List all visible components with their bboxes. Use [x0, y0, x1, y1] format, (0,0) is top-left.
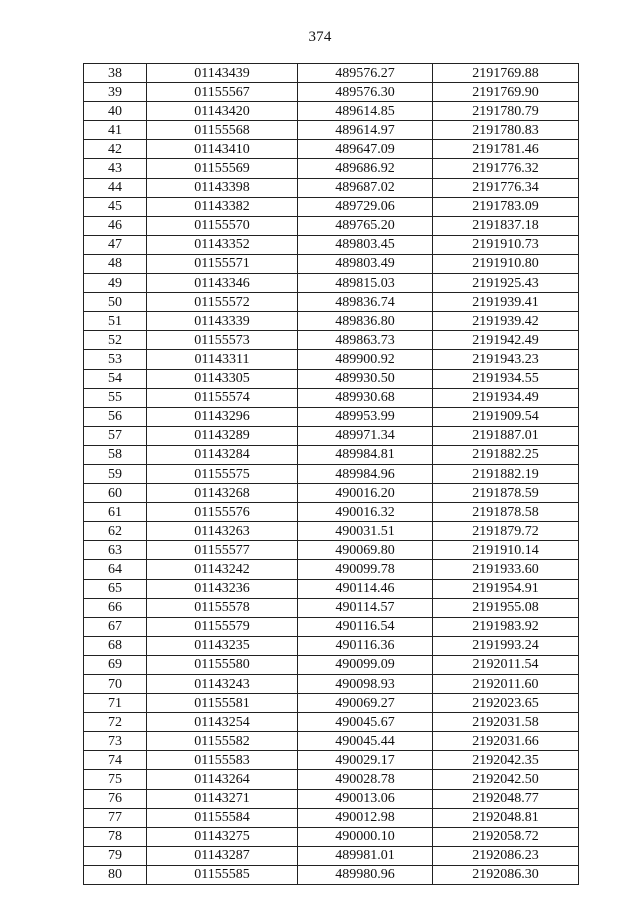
- table-row: [84, 407, 579, 426]
- table-row: [84, 331, 579, 350]
- x-coordinate-cell: 490069.80: [298, 541, 433, 560]
- table-row: [84, 254, 579, 273]
- point-id-cell: 01143264: [147, 770, 298, 789]
- table-row: [84, 197, 579, 216]
- point-id-cell: 01155577: [147, 541, 298, 560]
- point-id-cell: 01155568: [147, 121, 298, 140]
- point-number-cell: 56: [84, 407, 147, 426]
- point-number-cell: 46: [84, 216, 147, 235]
- table-row: [84, 808, 579, 827]
- x-coordinate-cell: 489900.92: [298, 350, 433, 369]
- y-coordinate-cell: 2191934.49: [433, 388, 579, 407]
- y-coordinate-cell: 2191955.08: [433, 598, 579, 617]
- y-coordinate-cell: 2191943.23: [433, 350, 579, 369]
- table-row: [84, 350, 579, 369]
- point-number-cell: 63: [84, 541, 147, 560]
- y-coordinate-cell: 2192031.66: [433, 732, 579, 751]
- point-number-cell: 40: [84, 102, 147, 121]
- y-coordinate-cell: 2192023.65: [433, 694, 579, 713]
- x-coordinate-cell: 490099.09: [298, 655, 433, 674]
- x-coordinate-cell: 489686.92: [298, 159, 433, 178]
- point-number-cell: 73: [84, 732, 147, 751]
- y-coordinate-cell: 2192042.50: [433, 770, 579, 789]
- y-coordinate-cell: 2191910.80: [433, 254, 579, 273]
- table-row: [84, 789, 579, 808]
- point-id-cell: 01143439: [147, 64, 298, 83]
- y-coordinate-cell: 2192058.72: [433, 827, 579, 846]
- x-coordinate-cell: 490045.44: [298, 732, 433, 751]
- x-coordinate-cell: 490116.54: [298, 617, 433, 636]
- point-number-cell: 51: [84, 312, 147, 331]
- y-coordinate-cell: 2192031.58: [433, 713, 579, 732]
- table-row: [84, 655, 579, 674]
- table-row: [84, 579, 579, 598]
- x-coordinate-cell: 489576.30: [298, 83, 433, 102]
- y-coordinate-cell: 2191954.91: [433, 579, 579, 598]
- x-coordinate-cell: 490016.32: [298, 503, 433, 522]
- x-coordinate-cell: 490013.06: [298, 789, 433, 808]
- point-number-cell: 64: [84, 560, 147, 579]
- point-id-cell: 01155567: [147, 83, 298, 102]
- point-number-cell: 80: [84, 865, 147, 884]
- point-number-cell: 74: [84, 751, 147, 770]
- x-coordinate-cell: 489614.97: [298, 121, 433, 140]
- y-coordinate-cell: 2192048.81: [433, 808, 579, 827]
- point-id-cell: 01155579: [147, 617, 298, 636]
- x-coordinate-cell: 489729.06: [298, 197, 433, 216]
- point-number-cell: 52: [84, 331, 147, 350]
- table-row: [84, 617, 579, 636]
- point-id-cell: 01155582: [147, 732, 298, 751]
- y-coordinate-cell: 2191993.24: [433, 636, 579, 655]
- point-id-cell: 01155581: [147, 694, 298, 713]
- x-coordinate-cell: 490028.78: [298, 770, 433, 789]
- x-coordinate-cell: 489576.27: [298, 64, 433, 83]
- x-coordinate-cell: 489984.81: [298, 445, 433, 464]
- table-row: [84, 846, 579, 865]
- point-number-cell: 66: [84, 598, 147, 617]
- point-number-cell: 41: [84, 121, 147, 140]
- point-id-cell: 01143263: [147, 522, 298, 541]
- point-number-cell: 54: [84, 369, 147, 388]
- point-id-cell: 01143254: [147, 713, 298, 732]
- x-coordinate-cell: 490031.51: [298, 522, 433, 541]
- point-number-cell: 68: [84, 636, 147, 655]
- table-row: [84, 102, 579, 121]
- x-coordinate-cell: 490116.36: [298, 636, 433, 655]
- x-coordinate-cell: 489836.74: [298, 293, 433, 312]
- point-id-cell: 01155569: [147, 159, 298, 178]
- table-row: [84, 426, 579, 445]
- point-id-cell: 01143305: [147, 369, 298, 388]
- x-coordinate-cell: 490069.27: [298, 694, 433, 713]
- x-coordinate-cell: 490114.46: [298, 579, 433, 598]
- x-coordinate-cell: 489647.09: [298, 140, 433, 159]
- y-coordinate-cell: 2191882.19: [433, 464, 579, 483]
- y-coordinate-cell: 2191769.88: [433, 64, 579, 83]
- table-row: [84, 636, 579, 655]
- x-coordinate-cell: 489981.01: [298, 846, 433, 865]
- point-number-cell: 48: [84, 254, 147, 273]
- table-row: [84, 503, 579, 522]
- table-row: [84, 178, 579, 197]
- y-coordinate-cell: 2191910.73: [433, 235, 579, 254]
- point-number-cell: 39: [84, 83, 147, 102]
- y-coordinate-cell: 2191983.92: [433, 617, 579, 636]
- point-number-cell: 61: [84, 503, 147, 522]
- point-number-cell: 75: [84, 770, 147, 789]
- x-coordinate-cell: 489863.73: [298, 331, 433, 350]
- x-coordinate-cell: 489930.68: [298, 388, 433, 407]
- point-number-cell: 50: [84, 293, 147, 312]
- point-id-cell: 01155574: [147, 388, 298, 407]
- point-number-cell: 49: [84, 274, 147, 293]
- table-row: [84, 216, 579, 235]
- point-number-cell: 79: [84, 846, 147, 865]
- table-row: [84, 560, 579, 579]
- point-number-cell: 65: [84, 579, 147, 598]
- y-coordinate-cell: 2192042.35: [433, 751, 579, 770]
- point-number-cell: 59: [84, 464, 147, 483]
- point-number-cell: 38: [84, 64, 147, 83]
- y-coordinate-cell: 2191837.18: [433, 216, 579, 235]
- x-coordinate-cell: 489971.34: [298, 426, 433, 445]
- y-coordinate-cell: 2192086.30: [433, 865, 579, 884]
- y-coordinate-cell: 2191780.83: [433, 121, 579, 140]
- coordinates-table-body: [84, 64, 579, 885]
- point-id-cell: 01143235: [147, 636, 298, 655]
- x-coordinate-cell: 489953.99: [298, 407, 433, 426]
- point-id-cell: 01143410: [147, 140, 298, 159]
- point-id-cell: 01155575: [147, 464, 298, 483]
- table-row: [84, 751, 579, 770]
- page-number: 374: [308, 29, 332, 45]
- y-coordinate-cell: 2191776.32: [433, 159, 579, 178]
- point-id-cell: 01155571: [147, 254, 298, 273]
- point-number-cell: 76: [84, 789, 147, 808]
- y-coordinate-cell: 2191933.60: [433, 560, 579, 579]
- point-id-cell: 01155583: [147, 751, 298, 770]
- table-row: [84, 274, 579, 293]
- y-coordinate-cell: 2191942.49: [433, 331, 579, 350]
- x-coordinate-cell: 489803.45: [298, 235, 433, 254]
- table-row: [84, 445, 579, 464]
- y-coordinate-cell: 2191769.90: [433, 83, 579, 102]
- point-number-cell: 72: [84, 713, 147, 732]
- table-row: [84, 312, 579, 331]
- y-coordinate-cell: 2191909.54: [433, 407, 579, 426]
- point-number-cell: 42: [84, 140, 147, 159]
- x-coordinate-cell: 490016.20: [298, 484, 433, 503]
- point-number-cell: 45: [84, 197, 147, 216]
- x-coordinate-cell: 489980.96: [298, 865, 433, 884]
- y-coordinate-cell: 2191939.42: [433, 312, 579, 331]
- point-id-cell: 01143420: [147, 102, 298, 121]
- x-coordinate-cell: 490114.57: [298, 598, 433, 617]
- point-number-cell: 47: [84, 235, 147, 254]
- x-coordinate-cell: 489984.96: [298, 464, 433, 483]
- y-coordinate-cell: 2191887.01: [433, 426, 579, 445]
- point-id-cell: 01155572: [147, 293, 298, 312]
- point-id-cell: 01143275: [147, 827, 298, 846]
- table-row: [84, 770, 579, 789]
- point-id-cell: 01143268: [147, 484, 298, 503]
- x-coordinate-cell: 489803.49: [298, 254, 433, 273]
- point-id-cell: 01143289: [147, 426, 298, 445]
- point-id-cell: 01143271: [147, 789, 298, 808]
- x-coordinate-cell: 489836.80: [298, 312, 433, 331]
- x-coordinate-cell: 490045.67: [298, 713, 433, 732]
- x-coordinate-cell: 490098.93: [298, 675, 433, 694]
- y-coordinate-cell: 2191939.41: [433, 293, 579, 312]
- table-row: [84, 388, 579, 407]
- point-number-cell: 67: [84, 617, 147, 636]
- table-row: [84, 369, 579, 388]
- x-coordinate-cell: 490029.17: [298, 751, 433, 770]
- point-id-cell: 01143284: [147, 445, 298, 464]
- point-id-cell: 01155585: [147, 865, 298, 884]
- table-row: [84, 675, 579, 694]
- point-id-cell: 01143236: [147, 579, 298, 598]
- point-id-cell: 01155580: [147, 655, 298, 674]
- point-number-cell: 70: [84, 675, 147, 694]
- point-number-cell: 55: [84, 388, 147, 407]
- point-id-cell: 01143339: [147, 312, 298, 331]
- y-coordinate-cell: 2191780.79: [433, 102, 579, 121]
- y-coordinate-cell: 2191925.43: [433, 274, 579, 293]
- y-coordinate-cell: 2191879.72: [433, 522, 579, 541]
- y-coordinate-cell: 2191783.09: [433, 197, 579, 216]
- point-id-cell: 01143352: [147, 235, 298, 254]
- table-row: [84, 464, 579, 483]
- coordinates-table: [83, 63, 579, 885]
- point-id-cell: 01143382: [147, 197, 298, 216]
- table-row: [84, 293, 579, 312]
- point-id-cell: 01143296: [147, 407, 298, 426]
- point-id-cell: 01155578: [147, 598, 298, 617]
- point-number-cell: 71: [84, 694, 147, 713]
- table-row: [84, 541, 579, 560]
- x-coordinate-cell: 490012.98: [298, 808, 433, 827]
- table-row: [84, 598, 579, 617]
- x-coordinate-cell: 489687.02: [298, 178, 433, 197]
- x-coordinate-cell: 490000.10: [298, 827, 433, 846]
- point-id-cell: 01155576: [147, 503, 298, 522]
- y-coordinate-cell: 2192086.23: [433, 846, 579, 865]
- table-row: [84, 159, 579, 178]
- table-row: [84, 64, 579, 83]
- point-number-cell: 53: [84, 350, 147, 369]
- point-number-cell: 57: [84, 426, 147, 445]
- table-row: [84, 121, 579, 140]
- table-row: [84, 235, 579, 254]
- point-number-cell: 44: [84, 178, 147, 197]
- table-row: [84, 83, 579, 102]
- x-coordinate-cell: 490099.78: [298, 560, 433, 579]
- y-coordinate-cell: 2191878.58: [433, 503, 579, 522]
- x-coordinate-cell: 489614.85: [298, 102, 433, 121]
- point-id-cell: 01143311: [147, 350, 298, 369]
- point-number-cell: 60: [84, 484, 147, 503]
- y-coordinate-cell: 2192011.60: [433, 675, 579, 694]
- point-id-cell: 01143243: [147, 675, 298, 694]
- table-row: [84, 865, 579, 884]
- point-number-cell: 77: [84, 808, 147, 827]
- table-row: [84, 140, 579, 159]
- y-coordinate-cell: 2192011.54: [433, 655, 579, 674]
- point-id-cell: 01143398: [147, 178, 298, 197]
- table-row: [84, 522, 579, 541]
- y-coordinate-cell: 2192048.77: [433, 789, 579, 808]
- y-coordinate-cell: 2191882.25: [433, 445, 579, 464]
- table-row: [84, 694, 579, 713]
- y-coordinate-cell: 2191934.55: [433, 369, 579, 388]
- table-row: [84, 484, 579, 503]
- point-id-cell: 01143346: [147, 274, 298, 293]
- table-row: [84, 713, 579, 732]
- point-id-cell: 01143242: [147, 560, 298, 579]
- y-coordinate-cell: 2191781.46: [433, 140, 579, 159]
- point-number-cell: 69: [84, 655, 147, 674]
- point-number-cell: 62: [84, 522, 147, 541]
- point-id-cell: 01155584: [147, 808, 298, 827]
- x-coordinate-cell: 489930.50: [298, 369, 433, 388]
- table-row: [84, 827, 579, 846]
- table-row: [84, 732, 579, 751]
- x-coordinate-cell: 489815.03: [298, 274, 433, 293]
- y-coordinate-cell: 2191878.59: [433, 484, 579, 503]
- point-number-cell: 58: [84, 445, 147, 464]
- point-id-cell: 01155573: [147, 331, 298, 350]
- point-id-cell: 01143287: [147, 846, 298, 865]
- point-id-cell: 01155570: [147, 216, 298, 235]
- y-coordinate-cell: 2191910.14: [433, 541, 579, 560]
- y-coordinate-cell: 2191776.34: [433, 178, 579, 197]
- point-number-cell: 78: [84, 827, 147, 846]
- x-coordinate-cell: 489765.20: [298, 216, 433, 235]
- point-number-cell: 43: [84, 159, 147, 178]
